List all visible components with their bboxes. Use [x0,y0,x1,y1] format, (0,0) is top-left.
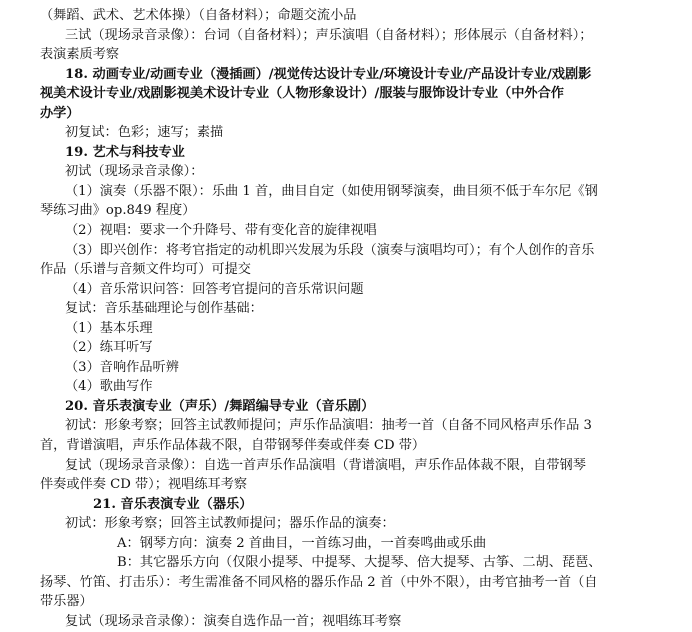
section-heading-18: 18. 动画专业/动画专业（漫插画）/视觉传达设计专业/环境设计专业/产品设计专业/戏剧影 [65,66,592,82]
list-item: （3）即兴创作：将考官指定的动机即兴发展为乐段（演奏与演唱均可）；有个人创作的音乐 [65,242,595,258]
list-item: （1）演奏（乐器不限）：乐曲 1 首，曲目自定（如使用钢琴演奏，曲目须不低于车尔尼《钢 [65,183,598,199]
text-line: 复试：音乐基础理论与创作基础： [65,301,263,317]
section-heading-18-cont: 视美术设计专业/戏剧影视美术设计专业（人物形象设计）/服装与服饰设计专业（中外合作 [40,86,564,102]
text-line: 带乐器） [40,594,93,610]
text-line: 初试（现场录音录像）： [65,164,204,180]
list-item: （4）音乐常识问答：回答考官提问的音乐常识问题 [65,281,364,297]
text-line: 扬琴、竹笛、打击乐）：考生需准备不同风格的器乐作品 2 首（中外不限），由考官抽考一首（自 [40,574,598,590]
list-item: （3）音响作品听辨 [65,359,179,375]
list-item: A：钢琴方向：演奏 2 首曲目，一首练习曲，一首奏鸣曲或乐曲 [117,535,487,551]
list-item: （1）基本乐理 [65,320,153,336]
text-line: 复试（现场录音录像）：自选一首声乐作品演唱（背谱演唱，声乐作品体裁不限，自带钢琴 [65,457,586,473]
list-item: B：其它器乐方向（仅限小提琴、中提琴、大提琴、倍大提琴、古筝、二胡、琵琶、 [117,555,602,571]
list-item: （2）视唱：要求一个升降号、带有变化音的旋律视唱 [65,223,377,239]
section-heading-21: 21. 音乐表演专业（器乐） [93,496,253,512]
text-line: 首，背谱演唱，声乐作品体裁不限，自带钢琴伴奏或伴奏 CD 带） [40,438,426,454]
text-line: 琴练习曲》op.849 程度） [40,203,196,219]
document-page [0,6,692,632]
text-line: 初试：形象考察；回答主试教师提问；声乐作品演唱：抽考一首（自备不同风格声乐作品 3 [65,418,592,434]
text-line: 初试：形象考察；回答主试教师提问；器乐作品的演奏： [65,516,395,532]
list-item: （4）歌曲写作 [65,379,153,395]
text-line: 三试（现场录音录像）：台词（自备材料）；声乐演唱（自备材料）；形体展示（自备材料）； [65,27,593,43]
text-line: 初复试：色彩；速写；素描 [65,125,224,141]
text-line: （舞蹈、武术、艺术体操）（自备材料）；命题交流小品 [40,8,357,23]
text-line: 表演素质考察 [40,47,120,63]
list-item: （2）练耳听写 [65,340,153,356]
text-line: 作品（乐谱与音频文件均可）可提交 [40,262,251,278]
section-heading-18-cont: 办学） [40,105,80,121]
section-heading-19: 19. 艺术与科技专业 [65,144,185,160]
text-line: 复试（现场录音录像）：演奏自选作品一首；视唱练耳考察 [65,613,402,629]
text-line: 伴奏或伴奏 CD 带）；视唱练耳考察 [40,477,248,493]
section-heading-20: 20. 音乐表演专业（声乐）/舞蹈编导专业（音乐剧） [65,398,375,414]
